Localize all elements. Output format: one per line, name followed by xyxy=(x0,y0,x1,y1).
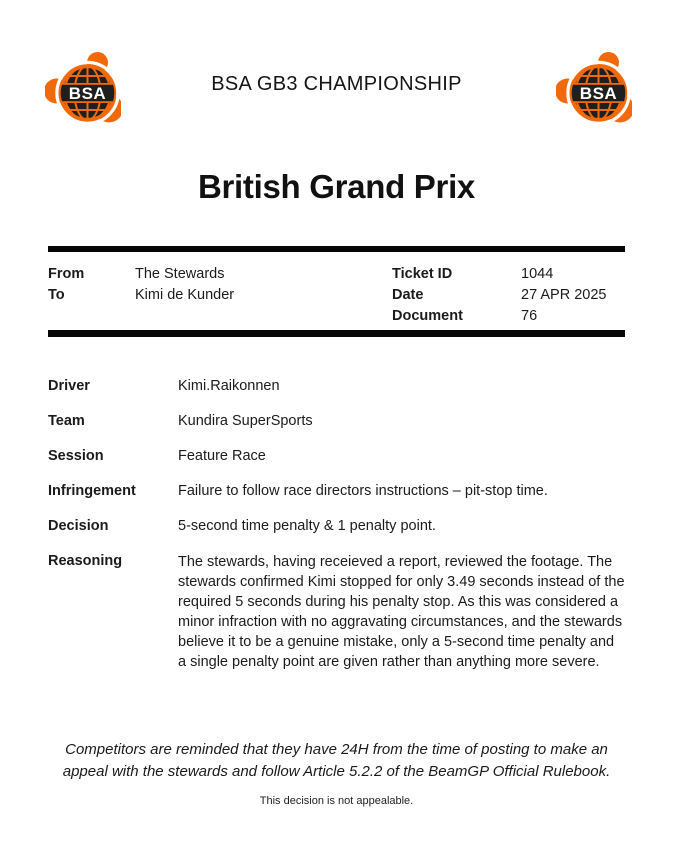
correspondence-right-column xyxy=(392,264,606,327)
to-value: Kimi de Kunder xyxy=(135,287,235,303)
date-label: Date xyxy=(392,287,424,303)
session-value: Feature Race xyxy=(178,448,266,464)
ticket-id-row xyxy=(392,264,606,285)
ticket-id-label: Ticket ID xyxy=(392,266,453,282)
session-row xyxy=(48,447,625,465)
team-label: Team xyxy=(48,413,85,429)
decision-row xyxy=(48,517,625,535)
infringement-value: Failure to follow race directors instructions – pit-stop time. xyxy=(178,483,548,499)
from-row xyxy=(48,264,234,285)
to-label: To xyxy=(48,287,65,303)
page-title: British Grand Prix xyxy=(197,168,475,205)
decision-value: 5-second time penalty & 1 penalty point. xyxy=(178,518,436,534)
team-value: Kundira SuperSports xyxy=(178,413,313,429)
document-number-value: 76 xyxy=(521,308,538,324)
infringement-label: Infringement xyxy=(48,483,136,499)
team-row xyxy=(48,412,625,430)
reasoning-label: Reasoning xyxy=(48,553,123,569)
infringement-row xyxy=(48,482,625,500)
appeal-notice: Competitors are reminded that they have 24H from the time of posting to make an appeal with the stewards and follow Article 5.2.2 of the BeamGP Official Rulebook. xyxy=(62,741,611,780)
reasoning-value: The stewards, having receieved a report, reviewed the footage. The stewards confirmed Kimi stopped for only 3.49 seconds instead of the required 5 seconds during his penalty stop. As this was considered a minor infraction with no aggravating circumstances, and the stewards believe it to be a genuine mistake, only a 5-second time penalty and a single penalty point are given rather than anything more severe. xyxy=(178,554,625,670)
correspondence-left-column xyxy=(48,264,234,306)
session-label: Session xyxy=(48,448,104,464)
ticket-id-value: 1044 xyxy=(521,266,554,282)
decision-label: Decision xyxy=(48,518,109,534)
logo-bsa-text: BSA xyxy=(579,84,618,103)
championship-title: BSA GB3 CHAMPIONSHIP xyxy=(211,73,462,95)
document-number-row xyxy=(392,306,606,327)
to-row xyxy=(48,285,234,306)
document-number-label: Document xyxy=(392,308,463,324)
appeal-status: This decision is not appealable. xyxy=(259,795,414,807)
divider-bar-bottom xyxy=(48,330,625,337)
from-value: The Stewards xyxy=(135,266,225,282)
driver-row xyxy=(48,377,625,395)
logo-bsa-text: BSA xyxy=(68,84,107,103)
driver-label: Driver xyxy=(48,378,90,394)
from-label: From xyxy=(48,266,85,282)
date-row xyxy=(392,285,606,306)
driver-value: Kimi.Raikonnen xyxy=(178,378,280,394)
decision-details xyxy=(48,377,625,689)
date-value: 27 APR 2025 xyxy=(521,287,607,303)
reasoning-row xyxy=(48,552,625,672)
divider-bar-top xyxy=(48,246,625,252)
